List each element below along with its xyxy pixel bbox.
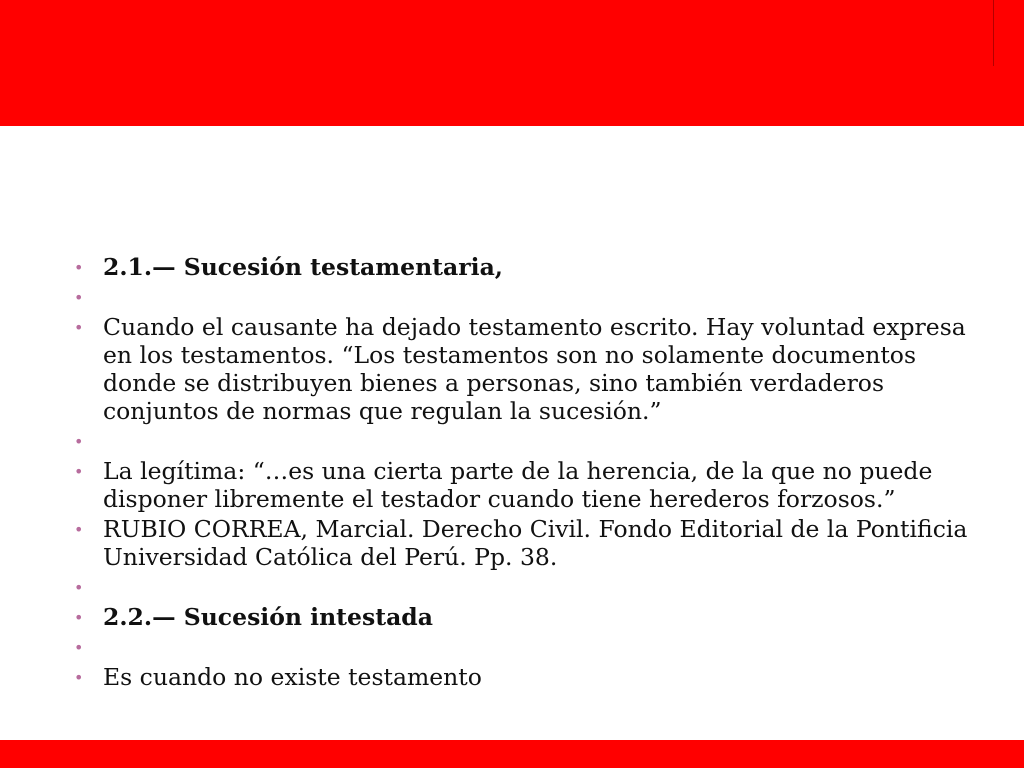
bullet-icon: • bbox=[74, 578, 84, 597]
list-item-intestate-description: • Es cuando no existe testamento bbox=[74, 663, 482, 691]
bullet-icon: • bbox=[74, 520, 84, 539]
list-item-citation: • RUBIO CORREA, Marcial. Derecho Civil. Fondo Editorial de la Pontificia Universidad Católica del Perú. Pp. 38. bbox=[74, 515, 968, 571]
list-item-empty bbox=[74, 283, 974, 311]
bullet-list bbox=[74, 253, 974, 693]
bullet-icon: • bbox=[74, 318, 84, 337]
top-banner bbox=[0, 0, 1024, 126]
list-item-testate-description: • Cuando el causante ha dejado testamento escrito. Hay voluntad expresa en los testamentos. “Los testamentos son no solamente documentos donde se distribuyen bienes a personas, sino también verdaderos conjuntos de normas que regulan la sucesión.” bbox=[74, 313, 966, 425]
bullet-icon: • bbox=[74, 432, 84, 451]
bullet-icon: • bbox=[74, 288, 84, 307]
list-item-heading-intestate: • 2.2.— Sucesión intestada bbox=[74, 603, 433, 631]
bullet-icon: • bbox=[74, 258, 84, 277]
bullet-icon: • bbox=[74, 608, 84, 627]
bullet-icon: • bbox=[74, 462, 84, 481]
list-item-empty bbox=[74, 573, 974, 601]
list-item-empty bbox=[74, 633, 974, 661]
bullet-icon: • bbox=[74, 668, 84, 687]
list-item-heading-testate: • 2.1.— Sucesión testamentaria, bbox=[74, 253, 503, 281]
banner-divider-line bbox=[993, 0, 994, 66]
list-item-legitima: • La legítima: “…es una cierta parte de la herencia, de la que no puede disponer libremente el testador cuando tiene herederos forzosos.” bbox=[74, 457, 933, 513]
list-item-empty bbox=[74, 427, 974, 455]
bottom-banner bbox=[0, 740, 1024, 768]
bullet-icon: • bbox=[74, 638, 84, 657]
